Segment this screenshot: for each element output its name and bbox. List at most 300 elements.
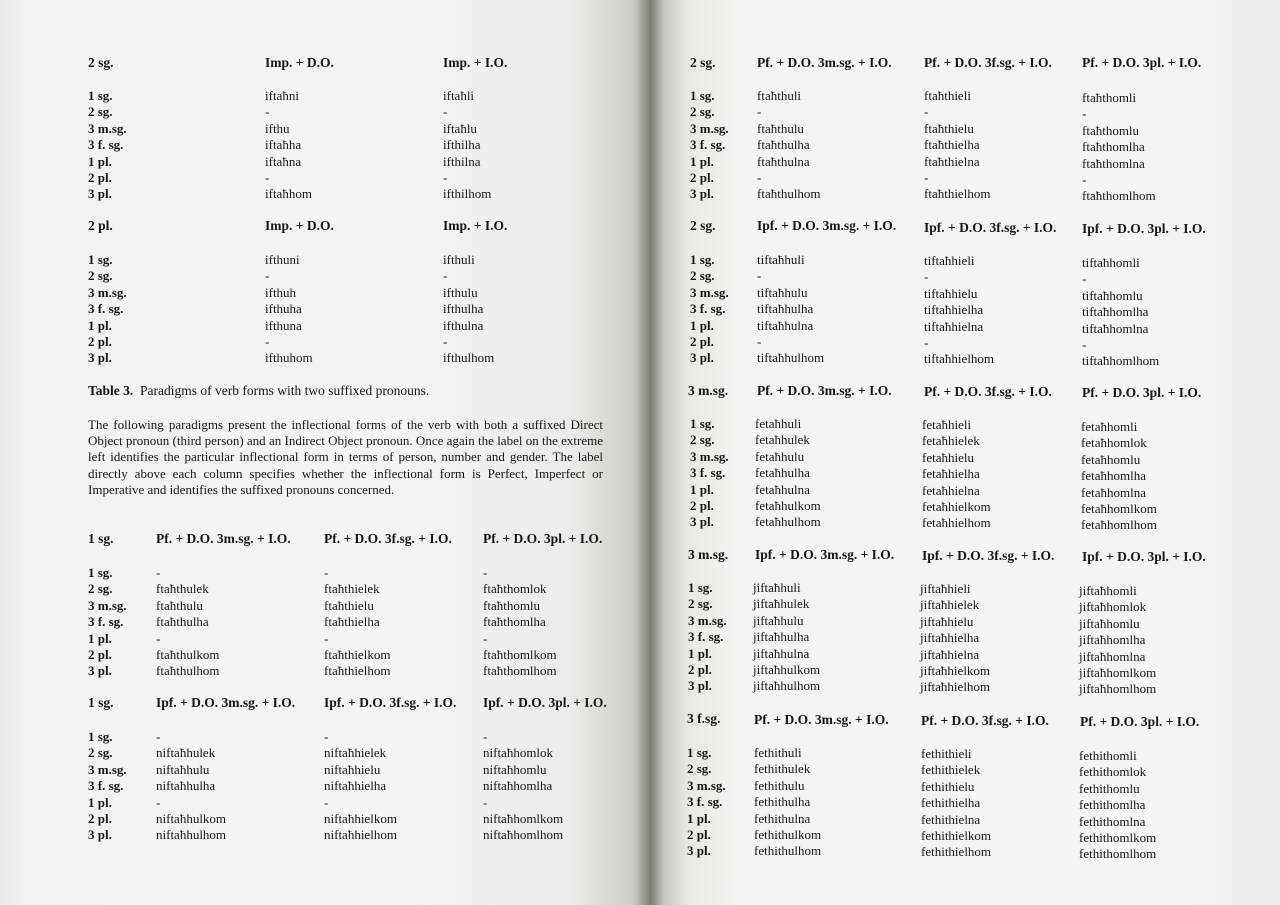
row-label: 2 pl. [88,647,112,663]
verb-form: fethithomlu [1079,780,1140,796]
verb-form: fethithomlhom [1079,846,1157,862]
column-header: Imp. + I.O. [443,218,508,233]
verb-form: - [924,335,929,351]
verb-form: jiftaħhielha [920,630,980,646]
verb-form: ifthuh [265,284,297,300]
form-column [1082,90,1156,205]
verb-form: - [483,565,488,580]
row-label: 3 pl. [690,350,714,366]
row-label: 3 f. sg. [690,137,726,153]
verb-form: ftaħthomlhom [1082,188,1156,204]
verb-form: jiftaħhomlna [1079,648,1146,664]
verb-form: - [1082,337,1087,353]
row-label: 1 pl. [690,481,714,497]
verb-form: - [1082,106,1087,122]
verb-form: iftaħlu [443,120,477,136]
row-label: 1 sg. [690,416,715,431]
verb-form: ifthuhom [265,350,313,366]
verb-form: ftaħthomlok [483,581,547,597]
form-column [921,746,991,861]
row-label: 3 pl. [688,678,712,694]
verb-form: ifthilna [443,153,481,169]
verb-form: ifthilha [443,137,481,153]
verb-form: ftaħthieli [924,88,971,103]
verb-form: tiftaħhielu [924,285,978,301]
column-header: Ipf. + D.O. 3m.sg. + I.O. [757,218,897,233]
verb-form: jiftaħhielna [920,646,980,662]
verb-form: fethithuli [754,745,802,760]
verb-form: - [483,794,488,810]
column-header: Ipf. + D.O. 3f.sg. + I.O. [924,220,1057,235]
verb-form: ifthulha [443,301,484,317]
verb-form: - [1082,172,1087,188]
row-label: 2 sg. [690,432,715,448]
row-label: 3 f. sg. [88,614,124,630]
row-labels [88,729,127,844]
verb-form: jiftaħhulkom [753,662,821,678]
verb-form: ftaħthulhom [156,663,220,679]
verb-form: fetaħhieli [922,417,972,432]
verb-form: ifthuha [265,301,302,317]
verb-form: - [1082,271,1087,287]
verb-form: fetaħhulu [755,448,805,464]
verb-form: jiftaħhielek [920,597,980,613]
row-label: 1 pl. [690,153,714,169]
row-labels [688,580,727,695]
verb-form: - [156,794,161,810]
verb-form: tiftaħhielna [924,318,984,334]
verb-form: fethithielkom [921,828,992,844]
verb-form: tiftaħhielha [924,302,984,318]
row-label: 2 pl. [88,170,112,186]
verb-form: - [443,334,448,350]
verb-form: iftaħna [265,153,302,169]
row-label: 3 f. sg. [688,629,724,645]
column-header: Imp. + D.O. [265,55,334,70]
verb-form: - [324,729,329,744]
row-label: 1 pl. [88,153,112,169]
row-label: 3 m.sg. [690,120,729,136]
column-header: Pf. + D.O. 3m.sg. + I.O. [754,712,889,727]
verb-form: fetaħhulhom [755,514,821,530]
verb-form: tiftaħhomlhom [1082,353,1160,369]
verb-form: fethithomlok [1079,764,1147,780]
form-column [753,580,820,695]
verb-form: jiftaħhielkom [920,663,991,679]
verb-form: fetaħhomlhom [1081,517,1157,533]
verb-form: iftaħhom [265,186,312,202]
verb-form: fethithomlkom [1079,830,1157,846]
column-header: Ipf. + D.O. 3f.sg. + I.O. [922,548,1055,563]
table-caption [88,383,429,399]
verb-form: ftaħthulhom [757,186,821,202]
verb-form: - [443,268,448,284]
column-header: Pf. + D.O. 3pl. + I.O. [483,531,603,546]
row-label: 1 sg. [690,252,715,267]
verb-form: jiftaħhielu [920,613,974,629]
verb-form: - [265,170,270,186]
verb-form: ftaħthulna [757,153,810,169]
verb-form: - [443,170,448,186]
verb-form: tiftaħhuli [757,252,805,267]
verb-form: fetaħhielkom [922,499,991,515]
row-label: 2 pl. [88,811,112,827]
verb-form: niftaħhulkom [156,811,227,827]
verb-form: - [483,729,488,744]
verb-form: niftaħhielhom [324,827,397,843]
verb-form: ifthulu [443,284,478,300]
form-column [324,729,397,844]
verb-form: jiftaħhulu [753,612,804,628]
verb-form: jiftaħhuli [753,580,801,595]
verb-form: fetaħhielhom [922,515,991,531]
verb-form: fethithomlna [1079,813,1146,829]
row-label: 3 m.sg. [690,284,729,300]
block-person-label: 2 sg. [690,218,716,233]
verb-form: fethithomli [1079,748,1137,763]
row-labels [690,252,729,367]
verb-form: fethithulu [754,777,805,793]
row-label: 3 pl. [88,186,112,202]
verb-form: ifthuna [265,317,302,333]
verb-form: ftaħthulu [156,597,203,613]
verb-form: ftaħthomlna [1082,155,1145,171]
row-label: 2 sg. [688,596,713,612]
block-person-label: 3 f.sg. [687,711,721,726]
row-label: 3 f. sg. [687,794,723,810]
form-column [483,729,563,844]
row-label: 2 pl. [690,498,714,514]
verb-form: tiftaħhulha [757,301,814,317]
row-label: 3 pl. [88,827,112,843]
verb-form: ftaħthulha [156,614,209,630]
verb-form: ifthuni [265,252,300,267]
verb-form: ftaħthielha [324,614,380,630]
verb-form: niftaħhielkom [324,811,397,827]
verb-form: ifthulhom [443,350,495,366]
row-label: 2 pl. [88,334,112,350]
verb-form: - [324,630,329,646]
form-column [265,252,313,367]
verb-form: niftaħhulu [156,761,210,777]
verb-form: - [324,565,329,580]
verb-form: ftaħthomlhom [483,663,557,679]
block-person-label: 3 m.sg. [688,383,729,398]
verb-form: fethithulek [754,761,811,777]
verb-form: jiftaħhomlok [1079,599,1147,615]
verb-form: ftaħthulu [757,120,804,136]
row-label: 1 pl. [88,630,112,646]
verb-form: iftaħni [265,88,299,103]
verb-form: - [924,269,929,285]
verb-form: fethithielu [921,778,975,794]
verb-form: fetaħhomli [1081,419,1138,434]
row-label: 3 pl. [690,514,714,530]
verb-form: fetaħhomlok [1081,435,1147,451]
row-label: 3 pl. [88,350,112,366]
row-label: 3 m.sg. [88,597,127,613]
column-header: Ipf. + D.O. 3pl. + I.O. [1082,549,1206,564]
verb-form: - [265,334,270,350]
verb-form: jiftaħhulhom [753,678,821,694]
row-label: 1 sg. [690,88,715,103]
row-label: 1 sg. [88,729,113,744]
verb-form: iftaħli [443,88,475,103]
verb-form: jiftaħhomlha [1079,632,1146,648]
verb-form: - [924,170,929,186]
verb-form: niftaħhulhom [156,827,227,843]
row-labels [88,252,127,367]
row-label: 2 sg. [690,268,715,284]
verb-form: ifthuli [443,252,475,267]
form-column [757,88,821,203]
row-label: 3 pl. [88,663,112,679]
verb-form: - [156,630,161,646]
form-column [924,253,994,368]
verb-form: ftaħthulha [757,137,810,153]
column-header: Ipf. + D.O. 3pl. + I.O. [483,695,607,710]
verb-form: ftaħthielna [924,153,980,169]
row-label: 1 sg. [88,88,113,103]
verb-form: tiftaħhomlha [1082,304,1149,320]
column-header: Ipf. + D.O. 3pl. + I.O. [1082,221,1206,236]
verb-form: tiftaħhulhom [757,350,825,366]
form-column [920,581,990,696]
row-label: 2 sg. [690,104,715,120]
form-column [443,252,494,367]
row-label: 1 sg. [88,252,113,267]
form-column [1081,419,1157,534]
row-label: 2 pl. [688,662,712,678]
verb-form: tiftaħhomlna [1082,320,1149,336]
row-label: 2 sg. [88,268,113,284]
column-header: Pf. + D.O. 3pl. + I.O. [1082,55,1202,70]
verb-form: - [265,268,270,284]
verb-form: ftaħthomlha [483,614,546,630]
verb-form: niftaħhomlha [483,778,553,794]
column-header: Pf. + D.O. 3f.sg. + I.O. [921,713,1049,728]
verb-form: ftaħthielha [924,137,980,153]
verb-form: fetaħhulek [755,432,810,448]
row-label: 1 pl. [88,317,112,333]
verb-form: - [324,794,329,810]
verb-form: niftaħhulha [156,778,216,794]
verb-form: - [757,104,762,120]
column-header: Pf. + D.O. 3pl. + I.O. [1080,714,1200,729]
verb-form: ftaħthomlu [1082,122,1140,138]
form-column [755,416,821,531]
verb-form: ftaħthuli [757,88,802,103]
verb-form: fetaħhomlna [1081,484,1146,500]
verb-form: niftaħhomlhom [483,827,564,843]
verb-form: - [156,729,161,744]
form-column [924,88,990,203]
block-person-label: 1 sg. [88,531,114,546]
verb-form: ftaħthomlkom [483,647,557,663]
verb-form: - [757,170,762,186]
form-column [483,565,557,680]
verb-form: - [265,104,270,120]
verb-form: jiftaħhielhom [920,679,991,695]
column-header: Pf. + D.O. 3m.sg. + I.O. [757,55,892,70]
verb-form: ifthulna [443,317,484,333]
verb-form: jiftaħhomlhom [1079,681,1157,697]
verb-form: fethithulhom [754,843,822,859]
row-label: 1 pl. [690,317,714,333]
row-label: 3 f. sg. [690,301,726,317]
row-labels [88,88,127,203]
row-label: 3 m.sg. [690,448,729,464]
verb-form: niftaħhielha [324,778,387,794]
verb-form: ftaħthielkom [324,647,391,663]
column-header: Pf. + D.O. 3f.sg. + I.O. [924,55,1052,70]
form-column [922,417,991,532]
form-column [1079,748,1156,863]
verb-form: - [443,104,448,120]
right-page [650,0,1280,905]
verb-form: fetaħhomlu [1081,451,1141,467]
verb-form: fetaħhulkom [755,498,821,514]
form-column [443,88,491,203]
block-person-label: 2 pl. [88,218,113,233]
verb-form: - [757,268,762,284]
column-header: Ipf. + D.O. 3m.sg. + I.O. [755,547,895,562]
verb-form: ifthilhom [443,186,492,202]
verb-form: niftaħhomlu [483,761,547,777]
column-header: Pf. + D.O. 3f.sg. + I.O. [924,384,1052,399]
row-label: 3 pl. [690,186,714,202]
form-column [754,745,821,860]
caption-text: Paradigms of verb forms with two suffixed pronouns. [140,383,430,398]
row-label: 2 sg. [88,104,113,120]
verb-form: niftaħhomlok [483,745,554,761]
verb-form: jiftaħhomli [1079,583,1137,598]
row-label: 3 m.sg. [88,284,127,300]
row-labels [690,416,729,531]
row-label: 2 pl. [690,170,714,186]
row-label: 3 f. sg. [88,137,124,153]
verb-form: - [924,104,929,120]
verb-form: fethithulkom [754,827,822,843]
verb-form: tiftaħhulu [757,284,808,300]
verb-form: ftaħthomlha [1082,139,1145,155]
row-label: 2 pl. [690,334,714,350]
verb-form: fethithulha [754,794,811,810]
verb-form: niftaħhielu [324,761,381,777]
column-header: Pf. + D.O. 3m.sg. + I.O. [156,531,291,546]
row-label: 1 sg. [88,565,113,580]
column-header: Pf. + D.O. 3m.sg. + I.O. [757,383,892,398]
verb-form: - [156,565,161,580]
verb-form: ftaħthielu [324,597,374,613]
verb-form: fetaħhielha [922,466,980,482]
verb-form: jiftaħhomlkom [1079,665,1157,681]
row-label: 3 pl. [687,843,711,859]
verb-form: niftaħhomlkom [483,811,564,827]
verb-form: iftaħha [265,137,302,153]
form-column [156,729,226,844]
verb-form: jiftaħhulha [753,629,810,645]
form-column [156,565,220,680]
verb-form: ftaħthulkom [156,647,220,663]
row-label: 3 f. sg. [88,301,124,317]
verb-form: niftaħhielek [324,745,387,761]
row-labels [687,745,726,860]
verb-form: ftaħthomli [1082,90,1137,105]
verb-form: - [757,334,762,350]
caption-label: Table 3. [88,383,134,398]
block-person-label: 2 sg. [690,55,716,70]
column-header: Ipf. + D.O. 3m.sg. + I.O. [156,695,296,710]
verb-form: ftaħthielek [324,581,380,597]
row-label: 2 pl. [687,827,711,843]
verb-form: fethithielhom [921,844,992,860]
verb-form: ftaħthielhom [324,663,391,679]
verb-form: ftaħthulek [156,581,209,597]
verb-form: fetaħhielu [922,449,974,465]
column-header: Imp. + I.O. [443,55,508,70]
row-labels [690,88,729,203]
verb-form: tiftaħhomli [1082,255,1140,270]
column-header: Pf. + D.O. 3pl. + I.O. [1082,385,1202,400]
verb-form: ifthu [265,120,290,136]
gutter-shadow [636,0,664,905]
row-label: 1 pl. [688,645,712,661]
row-label: 3 m.sg. [687,777,726,793]
form-column [1082,255,1159,370]
block-person-label: 3 m.sg. [688,547,729,562]
verb-form: - [483,630,488,646]
form-column [757,252,824,367]
row-label: 1 pl. [88,794,112,810]
verb-form: jiftaħhomlu [1079,615,1140,631]
row-label: 3 f. sg. [88,778,124,794]
row-label: 2 sg. [687,761,712,777]
column-header: Imp. + D.O. [265,218,334,233]
verb-form: tiftaħhomlu [1082,287,1143,303]
block-person-label: 1 sg. [88,695,114,710]
row-label: 1 sg. [688,580,713,595]
verb-form: tiftaħhulna [757,317,814,333]
verb-form: niftaħhulek [156,745,216,761]
form-column [1079,583,1156,698]
verb-form: fetaħhulha [755,465,810,481]
row-label: 3 m.sg. [88,761,127,777]
form-column [265,88,312,203]
row-label: 2 sg. [88,745,113,761]
verb-form: fetaħhuli [755,416,802,431]
verb-form: fethithielna [921,811,981,827]
row-label: 3 f. sg. [690,465,726,481]
verb-form: fethithieli [921,746,972,761]
column-header: Ipf. + D.O. 3f.sg. + I.O. [324,695,457,710]
verb-form: fetaħhielek [922,433,980,449]
verb-form: fetaħhomlkom [1081,501,1157,517]
row-label: 1 sg. [687,745,712,760]
verb-form: tiftaħhieli [924,253,975,268]
verb-form: fetaħhomlha [1081,468,1146,484]
row-labels [88,565,127,680]
verb-form: jiftaħhieli [920,581,971,596]
verb-form: fethithomlha [1079,797,1146,813]
verb-form: ftaħthielu [924,120,974,136]
row-label: 3 m.sg. [88,120,127,136]
row-label: 3 m.sg. [688,612,727,628]
row-label: 2 sg. [88,581,113,597]
row-label: 1 pl. [687,810,711,826]
verb-form: fethithielek [921,762,981,778]
verb-form: ftaħthielhom [924,186,991,202]
